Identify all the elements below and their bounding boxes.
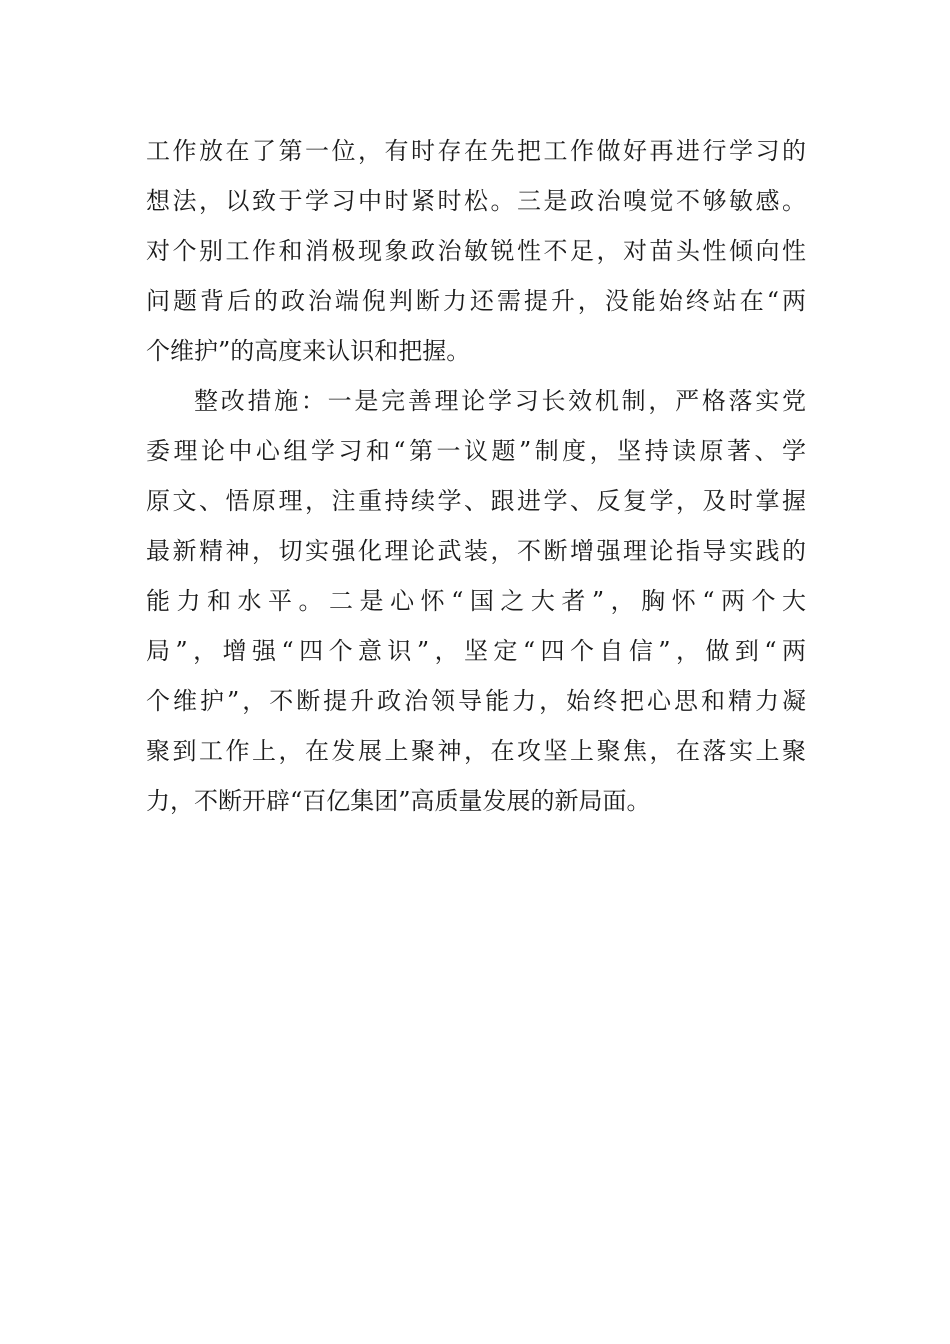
text-line: 个维护”的高度来认识和把握。 (146, 337, 471, 365)
text-line: 聚到工作上，在发展上聚神，在攻坚上聚焦，在落实上聚 (146, 737, 806, 765)
text-line: 工作放在了第一位，有时存在先把工作做好再进行学习的 (146, 137, 806, 165)
document-body (146, 126, 806, 826)
text-line: 整改措施：一是完善理论学习长效机制，严格落实党 (194, 387, 806, 415)
text-line: 局”，增强“四个意识”，坚定“四个自信”，做到“两 (146, 637, 806, 665)
text-line: 能力和水平。二是心怀“国之大者”，胸怀“两个大 (146, 587, 806, 615)
text-line: 力，不断开辟“百亿集团”高质量发展的新局面。 (146, 787, 651, 815)
text-line: 对个别工作和消极现象政治敏锐性不足，对苗头性倾向性 (146, 237, 806, 265)
text-line: 个维护”，不断提升政治领导能力，始终把心思和精力凝 (146, 687, 806, 715)
text-line: 问题背后的政治端倪判断力还需提升，没能始终站在“两 (146, 287, 806, 315)
paragraph-2 (146, 376, 806, 826)
paragraph-1 (146, 126, 806, 376)
text-line: 最新精神，切实强化理论武装，不断增强理论指导实践的 (146, 537, 806, 565)
text-line: 原文、悟原理，注重持续学、跟进学、反复学，及时掌握 (146, 487, 806, 515)
text-line: 想法，以致于学习中时紧时松。三是政治嗅觉不够敏感。 (146, 187, 806, 215)
text-line: 委理论中心组学习和“第一议题”制度，坚持读原著、学 (146, 437, 806, 465)
